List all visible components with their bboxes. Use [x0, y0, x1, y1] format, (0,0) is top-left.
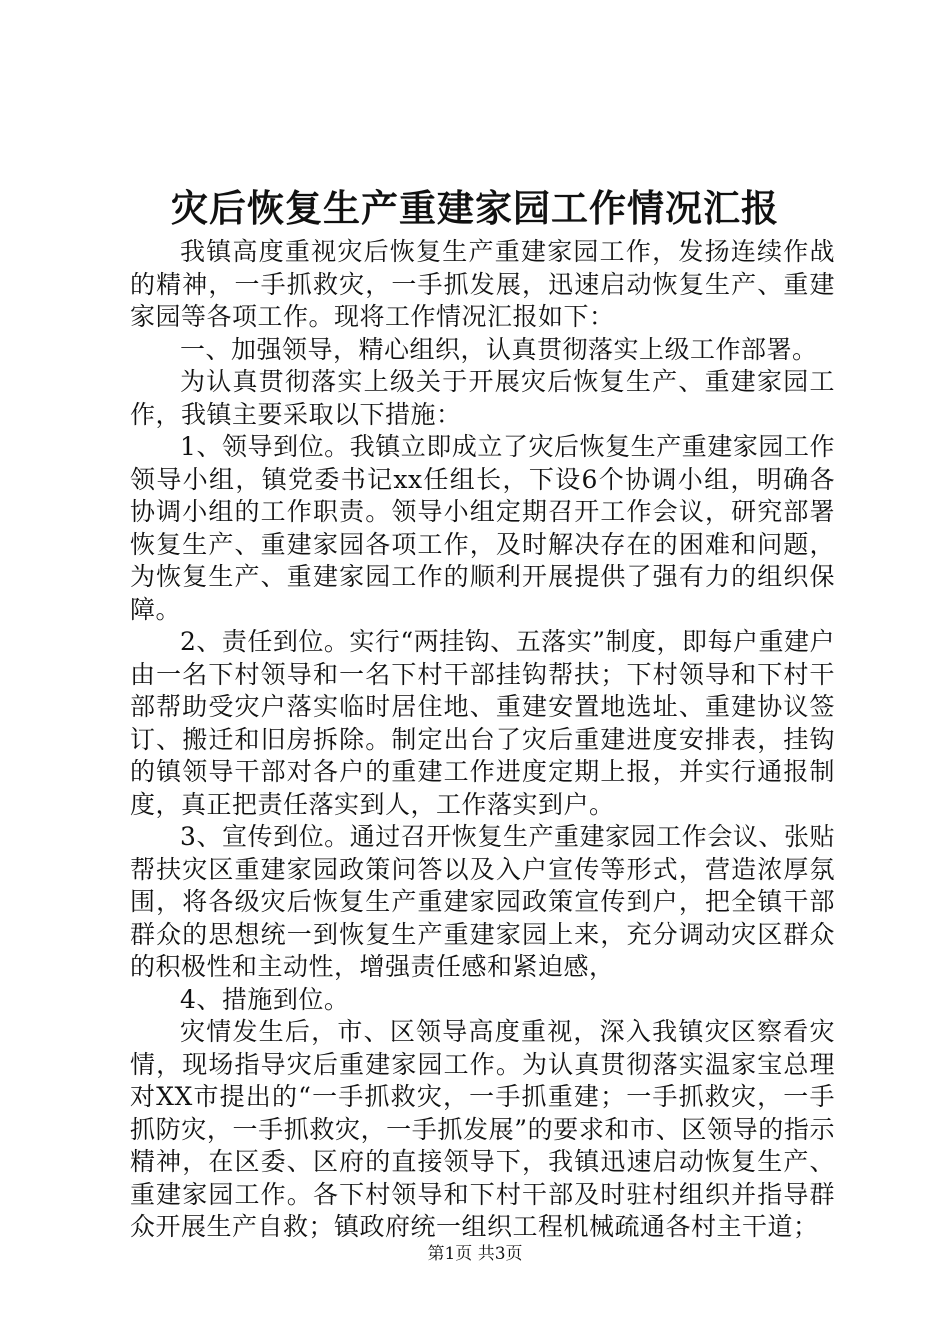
document-title: 灾后恢复生产重建家园工作情况汇报: [171, 186, 779, 230]
paragraph-measures-intro: 为认真贯彻落实上级关于开展灾后恢复生产、重建家园工作，我镇主要采取以下措施：: [130, 367, 835, 429]
paragraph-publicity: 3、宣传到位。通过召开恢复生产重建家园工作会议、张贴帮扶灾区重建家园政策问答以及入户宣传等形式，营造浓厚氛围，将各级灾后恢复生产重建家园政策宣传到户，把全镇干部群众的思想统一到恢复生产重建家园上来，充分调动灾区群众的积极性和主动性，增强责任感和紧迫感，: [130, 822, 835, 981]
paragraph-responsibility: 2、责任到位。实行“两挂钩、五落实”制度，即每户重建户由一名下村领导和一名下村干部挂钩帮扶；下村领导和下村干部帮助受灾户落实临时居住地、重建安置地选址、重建协议签订、搬迁和旧房拆除。制定出台了灾后重建进度安排表，挂钩的镇领导干部对各户的重建工作进度定期上报，并实行通报制度，真正把责任落实到人，工作落实到户。: [130, 627, 835, 819]
document-body: [130, 236, 835, 1244]
paragraph-section-heading: 一、加强领导，精心组织，认真贯彻落实上级工作部署。: [180, 334, 818, 364]
paragraph-disaster-response: 灾情发生后，市、区领导高度重视，深入我镇灾区察看灾情，现场指导灾后重建家园工作。为认真贯彻落实温家宝总理对XX市提出的“一手抓救灾，一手抓重建；一手抓救灾，一手抓防灾，一手抓救灾，一手抓发展”的要求和市、区领导的指示精神，在区委、区府的直接领导下，我镇迅速启动恢复生产、重建家园工作。各下村领导和下村干部及时驻村组织并指导群众开展生产自救；镇政府统一组织工程机械疏通各村主干道；: [130, 1017, 835, 1241]
paragraph-leadership: 1、领导到位。我镇立即成立了灾后恢复生产重建家园工作领导小组，镇党委书记xx任组长，下设6个协调小组，明确各协调小组的工作职责。领导小组定期召开工作会议，研究部署恢复生产、重建家园各项工作，及时解决存在的困难和问题，为恢复生产、重建家园工作的顺利开展提供了强有力的组织保障。: [130, 432, 835, 624]
paragraph-intro: 我镇高度重视灾后恢复生产重建家园工作，发扬连续作战的精神，一手抓救灾，一手抓发展，迅速启动恢复生产、重建家园等各项工作。现将工作情况汇报如下：: [130, 237, 835, 331]
page-footer: 第1页 共3页: [427, 1244, 523, 1264]
paragraph-measures-heading: 4、措施到位。: [180, 984, 350, 1014]
